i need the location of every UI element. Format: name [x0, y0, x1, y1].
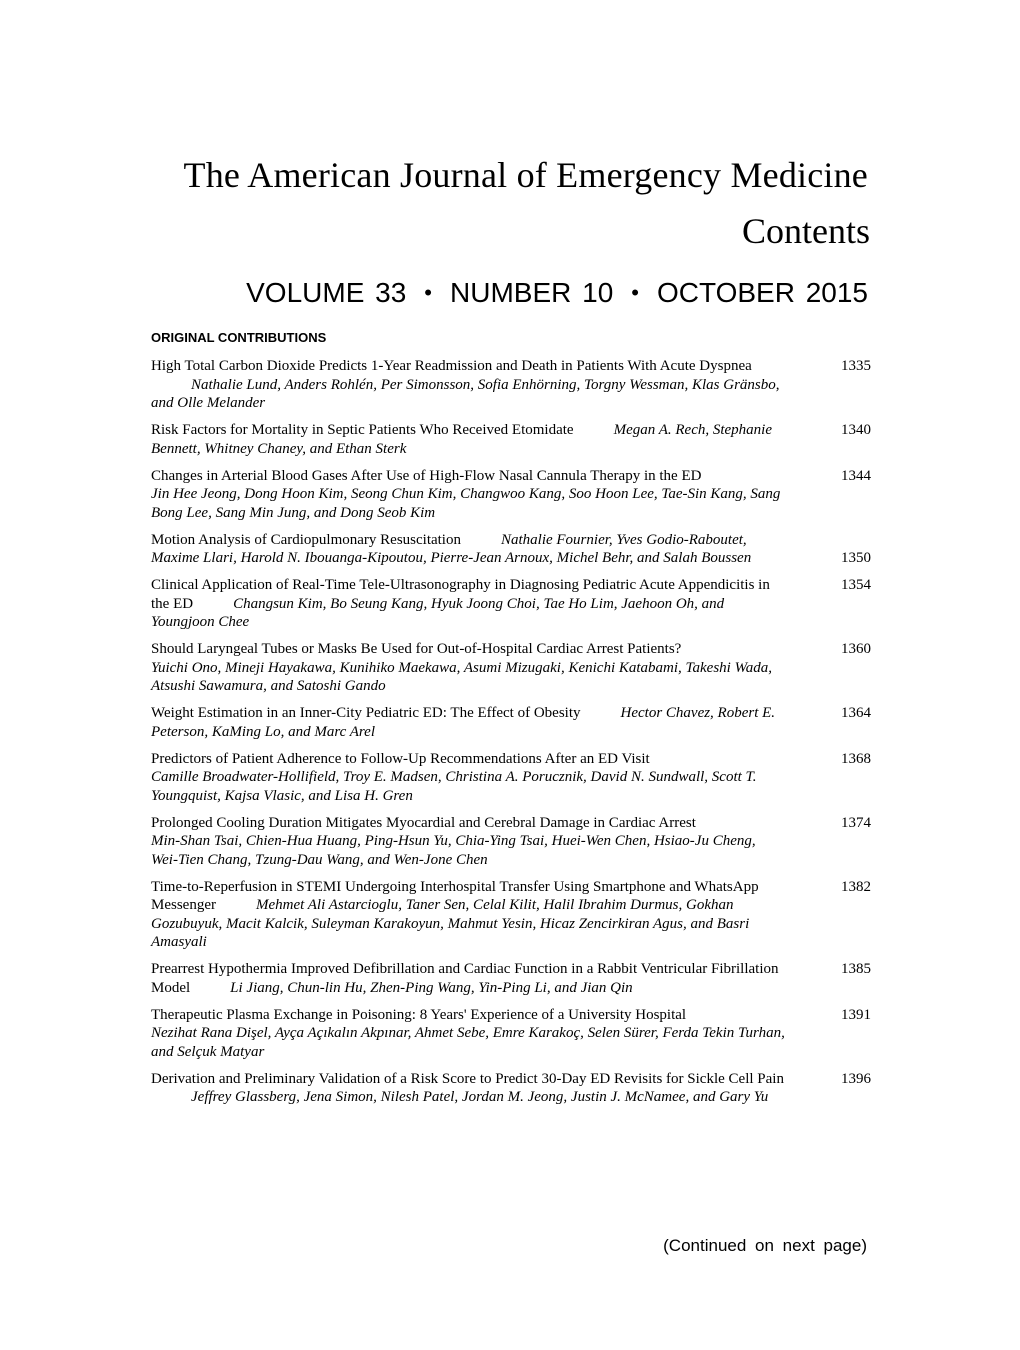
article-authors: Hector Chavez, Robert E. Peterson, KaMing Lo, and Marc Arel: [151, 705, 776, 740]
toc-entry[interactable]: [151, 704, 871, 741]
article-authors: Yuichi Ono, Mineji Hayakawa, Kunihiko Maekawa, Asumi Mizugaki, Kenichi Katabami, Takeshi Wada, Atsushi Sawamura, and Satoshi Gando: [151, 659, 772, 694]
toc-entry[interactable]: [151, 750, 871, 806]
article-title: Weight Estimation in an Inner-City Pediatric ED: The Effect of Obesity: [151, 705, 581, 721]
article-authors: Changsun Kim, Bo Seung Kang, Hyuk Joong Choi, Tae Ho Lim, Jaehoon Oh, and Youngjoon Chee: [151, 595, 725, 630]
article-title: Prearrest Hypothermia Improved Defibrillation and Cardiac Function in a Rabbit Ventricular Fibrillation Model: [151, 961, 779, 996]
article-authors: Camille Broadwater-Hollifield, Troy E. Madsen, Christina A. Porucznik, David N. Sundwall, Scott T. Youngquist, Kajsa Vlasic, and Lisa H. Gren: [151, 769, 757, 804]
toc-entry[interactable]: [151, 531, 871, 568]
page-number: 1335: [841, 358, 871, 374]
article-title: Derivation and Preliminary Validation of a Risk Score to Predict 30-Day ED Revisits for Sickle Cell Pain: [151, 1070, 784, 1087]
page-number: 1385: [841, 961, 871, 977]
page-number: 1368: [841, 750, 871, 767]
article-authors: Mehmet Ali Astarcioglu, Taner Sen, Celal Kilit, Halil Ibrahim Durmus, Gokhan Gozubuyuk, Macit Kalcik, Suleyman Karakoyun, Mahmut Yesin, Hicaz Zencirkiran Agus, and Basri Amasyali: [151, 897, 750, 950]
issue-date: OCTOBER 2015: [656, 277, 868, 308]
section-heading: ORIGINAL CONTRIBUTIONS: [151, 330, 327, 345]
toc-entry[interactable]: [151, 576, 871, 632]
contents-heading: Contents: [741, 211, 870, 251]
article-authors: Nathalie Lund, Anders Rohlén, Per Simonsson, Sofia Enhörning, Torgny Wessman, Klas Gränsbo, and Olle Melander: [151, 376, 780, 411]
page-number: 1344: [841, 467, 871, 484]
issue-number: NUMBER 10: [450, 277, 614, 308]
page-number: 1396: [841, 1070, 871, 1087]
toc-entry[interactable]: [151, 814, 871, 870]
toc-entry[interactable]: [151, 878, 871, 952]
page-number: 1374: [841, 814, 871, 831]
page-number: 1340: [841, 422, 871, 438]
toc-entry[interactable]: [151, 640, 871, 696]
toc-entry[interactable]: [151, 1070, 871, 1107]
article-authors: Nezihat Rana Dişel, Ayça Açıkalın Akpınar, Ahmet Sebe, Emre Karakoç, Selen Sürer, Ferda Tekin Turhan, and Selçuk Matyar: [151, 1025, 785, 1060]
page-number: 1350: [841, 550, 871, 566]
article-authors: Min-Shan Tsai, Chien-Hua Huang, Ping-Hsun Yu, Chia-Ying Tsai, Huei-Wen Chen, Hsiao-Ju Cheng, Wei-Tien Chang, Tzung-Dau Wang, and Wen-Jone Chen: [151, 833, 756, 868]
article-title: Time-to-Reperfusion in STEMI Undergoing Interhospital Transfer Using Smartphone and WhatsApp Messenger: [151, 878, 759, 913]
article-authors: Nathalie Fournier, Yves Godio-Raboutet, Maxime Llari, Harold N. Ibouanga-Kipoutou, Pierre-Jean Arnoux, Michel Behr, and Salah Boussen: [151, 531, 752, 566]
article-title: Prolonged Cooling Duration Mitigates Myocardial and Cerebral Damage in Cardiac Arrest: [151, 814, 696, 831]
page-number: 1391: [841, 1006, 871, 1023]
article-title: Risk Factors for Mortality in Septic Patients Who Received Etomidate: [151, 422, 574, 438]
article-authors: Jin Hee Jeong, Dong Hoon Kim, Seong Chun Kim, Changwoo Kang, Soo Hoon Lee, Tae-Sin Kang, Sang Bong Lee, Sang Min Jung, and Dong Seob Kim: [151, 486, 781, 521]
page-number: 1360: [841, 641, 871, 657]
issue-separator: •: [631, 280, 639, 305]
article-title: Therapeutic Plasma Exchange in Poisoning: 8 Years' Experience of a University Hospital: [151, 1006, 687, 1023]
page-number: 1364: [841, 705, 871, 721]
article-authors: Megan A. Rech, Stephanie Bennett, Whitney Chaney, and Ethan Sterk: [151, 422, 773, 457]
page-number: 1354: [841, 577, 871, 593]
article-title: High Total Carbon Dioxide Predicts 1-Year Readmission and Death in Patients With Acute Dyspnea: [151, 358, 752, 374]
page-number: 1382: [841, 878, 871, 895]
article-authors: Li Jiang, Chun-lin Hu, Zhen-Ping Wang, Yin-Ping Li, and Jian Qin: [230, 979, 633, 996]
table-of-contents: [151, 357, 871, 1115]
journal-title: The American Journal of Emergency Medicine: [183, 155, 868, 195]
continued-note: (Continued on next page): [663, 1236, 867, 1255]
toc-entry[interactable]: [151, 1006, 871, 1062]
issue-volume: VOLUME 33: [246, 277, 407, 308]
article-title: Predictors of Patient Adherence to Follow-Up Recommendations After an ED Visit: [151, 750, 650, 767]
article-title: Motion Analysis of Cardiopulmonary Resuscitation: [151, 531, 461, 548]
toc-entry[interactable]: [151, 421, 871, 458]
toc-entry[interactable]: [151, 357, 871, 413]
article-title: Should Laryngeal Tubes or Masks Be Used for Out-of-Hospital Cardiac Arrest Patients?: [151, 641, 682, 657]
article-title: Changes in Arterial Blood Gases After Use of High-Flow Nasal Cannula Therapy in the ED: [151, 467, 702, 484]
toc-entry[interactable]: [151, 960, 871, 997]
issue-separator: •: [424, 280, 432, 305]
toc-entry[interactable]: [151, 467, 871, 523]
issue-info: [150, 274, 868, 312]
article-authors: Jeffrey Glassberg, Jena Simon, Nilesh Patel, Jordan M. Jeong, Justin J. McNamee, and Gary Yu: [191, 1089, 769, 1105]
article-title: Clinical Application of Real-Time Tele-Ultrasonography in Diagnosing Pediatric Acute Appendicitis in the ED: [151, 577, 770, 612]
